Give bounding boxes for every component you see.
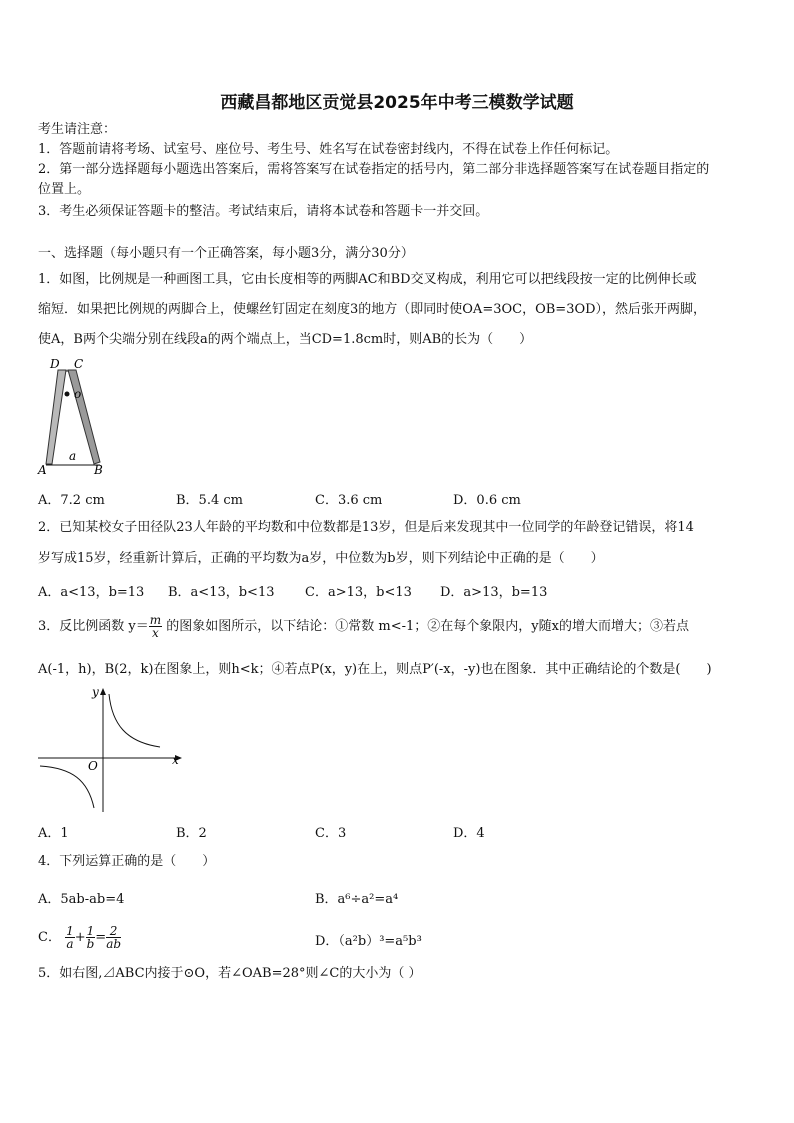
q4-frac-3-num: 2 (106, 925, 121, 938)
page-title: 西藏昌都地区贡觉县2025年中考三模数学试题 (220, 93, 574, 113)
q1-option-c: C．3.6 cm (315, 493, 383, 508)
curve-third-quadrant (40, 766, 94, 808)
x-axis-label: x (172, 753, 179, 767)
q1-option-a: A．7.2 cm (38, 493, 105, 508)
q3-option-a: A．1 (38, 826, 69, 841)
curve-first-quadrant (109, 694, 160, 747)
q2-line-1: 2．已知某校女子田径队23人年龄的平均数和中位数都是13岁，但是后来发现其中一位同学的年龄登记错误，将14 (38, 520, 694, 535)
label-A: A (38, 463, 47, 477)
q2-line-2: 岁写成15岁，经重新计算后，正确的平均数为a岁，中位数为b岁，则下列结论中正确的是（ ） (38, 551, 604, 566)
q1-line-2: 缩短．如果把比例规的两脚合上，使螺丝钉固定在刻度3的地方（即同时使OA=3OC，OB=3OD），然后张开两脚， (38, 302, 707, 317)
leg-ac (46, 370, 66, 464)
q4-equals: = (95, 930, 107, 945)
q3-option-c: C．3 (315, 826, 347, 841)
y-axis-arrow (100, 688, 106, 695)
q2-option-a: A．a<13，b=13 (38, 585, 145, 600)
q4-frac-3-den: ab (106, 937, 122, 951)
q2-option-d: D．a>13，b=13 (440, 585, 548, 600)
q3-option-d: D．4 (453, 826, 485, 841)
inverse-function-graph (36, 684, 186, 814)
label-a: a (69, 449, 77, 463)
q4-frac-2-num: 1 (86, 924, 95, 938)
notice-item-1: 1．答题前请将考场、试室号、座位号、考生号、姓名写在试卷密封线内，不得在试卷上作任何标记。 (38, 142, 619, 157)
origin-label: O (88, 759, 98, 773)
q1-line-3: 使A，B两个尖端分别在线段a的两个端点上，当CD=1.8cm时，则AB的长为（ ） (38, 332, 533, 347)
q3-frac-den: x (152, 626, 159, 640)
q1-option-b: B．5.4 cm (176, 493, 243, 508)
y-axis-label: y (92, 685, 99, 699)
q2-option-c: C．a>13，b<13 (305, 585, 412, 600)
q4-stem: 4．下列运算正确的是（ ） (38, 854, 216, 869)
q4-option-c-label: C． (38, 930, 61, 945)
q3-line-1 (38, 612, 689, 642)
notice-heading: 考生请注意： (38, 122, 117, 137)
q3-frac-num: m (149, 613, 162, 627)
q3-suffix: 的图象如图所示，以下结论：①常数 m<-1；②在每个象限内，y随x的增大而增大；③若点 (162, 619, 689, 634)
q3-line-2: A(-1，h)，B(2，k)在图象上，则h<k；④若点P(x，y)在上，则点P′(-x，-y)也在图象．其中正确结论的个数是( ) (38, 662, 712, 677)
notice-item-2: 2．第一部分选择题每小题选出答案后，需将答案写在试卷指定的括号内，第二部分非选择题答案写在试卷题目指定的 (38, 162, 710, 177)
notice-item-3: 3．考生必须保证答题卡的整洁。考试结束后，请将本试卷和答题卡一并交回。 (38, 204, 489, 219)
q4-frac-2 (86, 925, 96, 950)
q3-fraction (149, 614, 162, 639)
q5-stem: 5．如右图,⊿ABC内接于⊙O，若∠OAB=28°则∠C的大小为（ ） (38, 966, 422, 981)
label-B: B (94, 463, 103, 477)
screw-point (65, 392, 70, 397)
q4-option-d: D．（a²b）³=a⁵b³ (315, 934, 422, 949)
label-d: D (50, 357, 60, 371)
q1-option-d: D．0.6 cm (453, 493, 521, 508)
q4-plus: + (74, 930, 86, 945)
q4-frac-2-den: b (86, 937, 95, 951)
q4-option-b: B．a⁶÷a²=a⁴ (315, 892, 399, 907)
q4-frac-1-num: 1 (66, 924, 74, 938)
q3-option-b: B．2 (176, 826, 207, 841)
q2-option-b: B．a<13，b<13 (168, 585, 275, 600)
q4-frac-1-den: a (66, 937, 74, 951)
notice-item-2-cont: 位置上。 (38, 182, 91, 197)
q4-option-c (38, 918, 121, 958)
label-c: C (74, 357, 84, 371)
label-o: o (74, 387, 82, 401)
q4-frac-1 (65, 925, 75, 950)
q4-option-a: A．5ab-ab=4 (38, 892, 125, 907)
q1-line-1: 1．如图，比例规是一种画图工具，它由长度相等的两脚AC和BD交叉构成，利用它可以把线段按一定的比例伸长或 (38, 272, 697, 287)
q3-prefix: 3．反比例函数 y＝ (38, 619, 149, 634)
q4-frac-3 (106, 925, 121, 950)
proportional-compass-figure (36, 356, 108, 478)
section-heading: 一、选择题（每小题只有一个正确答案，每小题3分，满分30分） (38, 246, 414, 261)
